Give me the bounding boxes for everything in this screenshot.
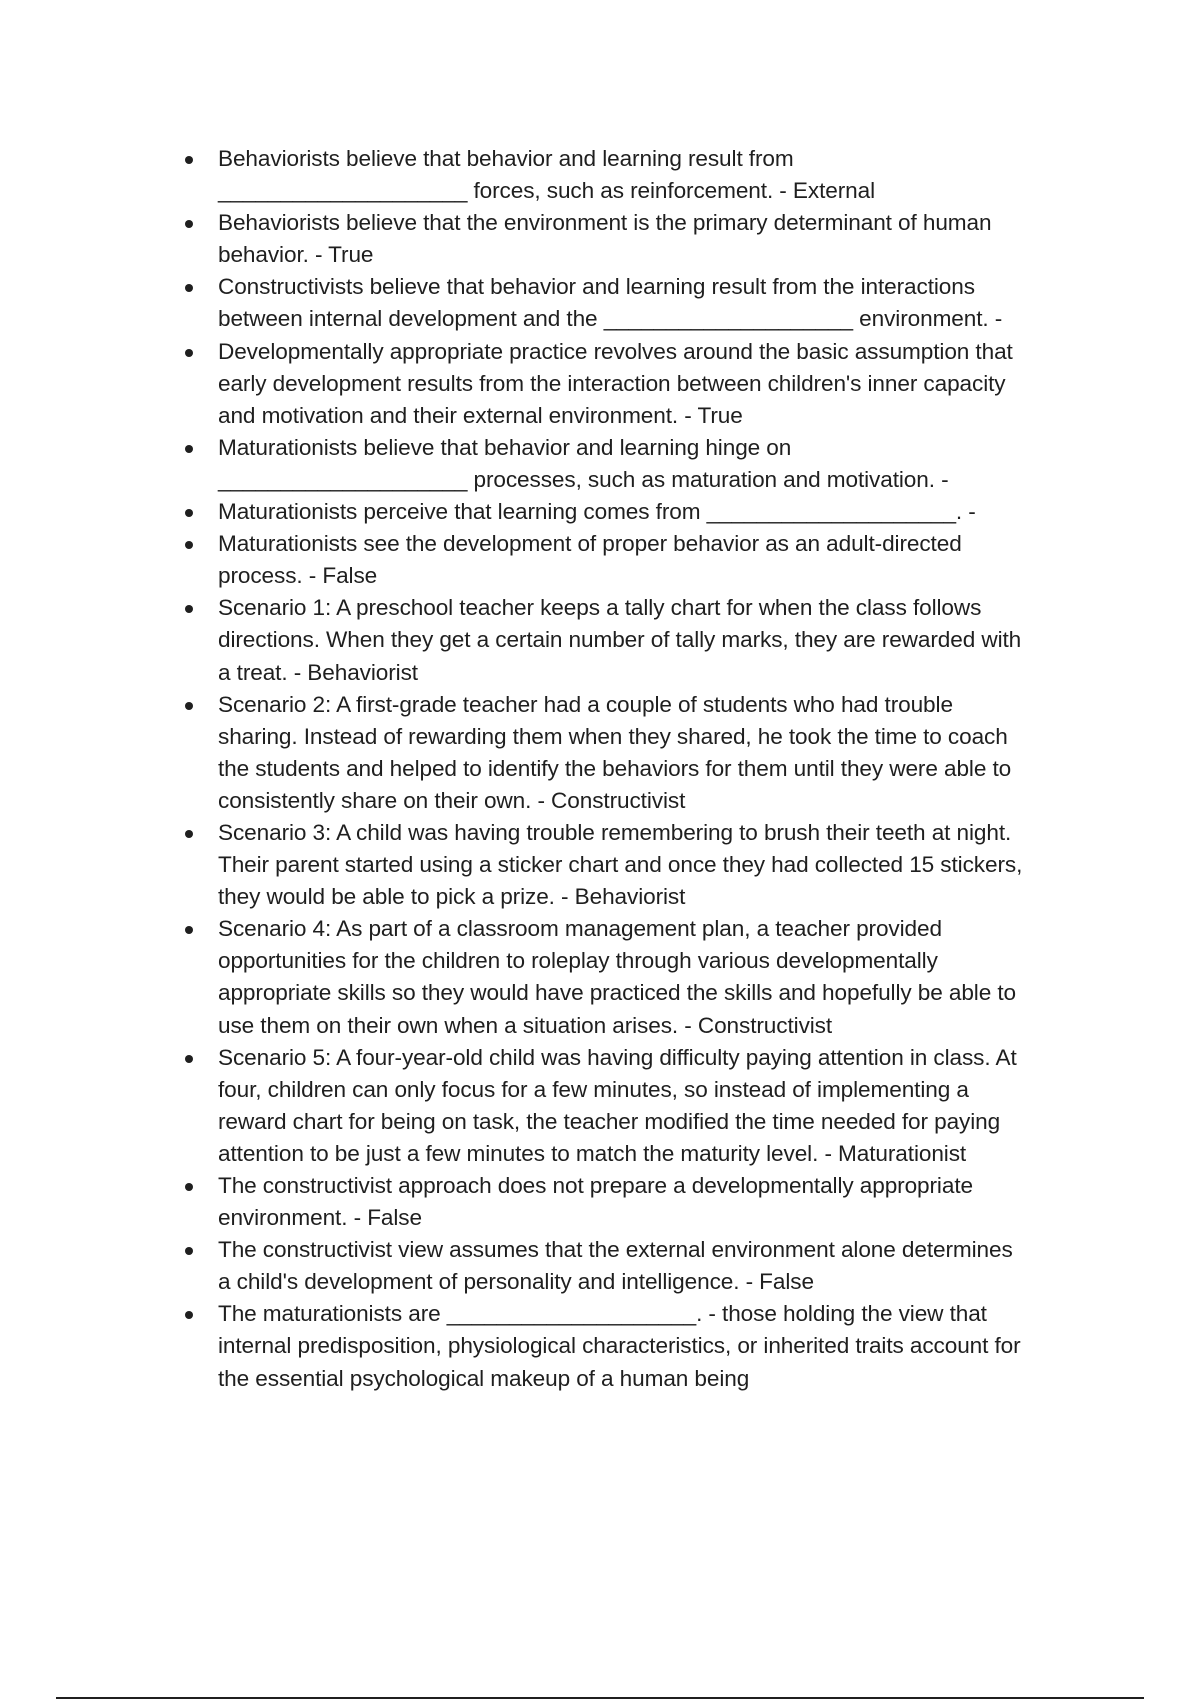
bullet-dot-icon xyxy=(185,830,193,838)
list-item-line: Developmentally appropriate practice revolves around the basic assumption that xyxy=(218,338,1013,364)
list-item-line: Scenario 2: A first-grade teacher had a couple of students who had trouble xyxy=(218,691,953,717)
list-item xyxy=(182,817,1102,913)
list-item-line: Their parent started using a sticker chart and once they had collected 15 stickers, xyxy=(218,852,1023,878)
list-item xyxy=(182,432,1102,496)
bullet-dot-icon xyxy=(185,541,193,549)
list-item-line: and motivation and their external environment. - True xyxy=(218,402,743,428)
list-item-line: attention to be just a few minutes to match the maturity level. - Maturationist xyxy=(218,1140,967,1166)
list-item-line: Scenario 5: A four-year-old child was having difficulty paying attention in class. At xyxy=(218,1044,1017,1070)
list-item-line: reward chart for being on task, the teacher modified the time needed for paying xyxy=(218,1108,1001,1134)
list-item-line: Maturationists see the development of proper behavior as an adult-directed xyxy=(218,531,962,557)
list-item xyxy=(182,592,1102,688)
list-item-line: Constructivists believe that behavior and learning result from the interactions xyxy=(218,274,975,300)
bullet-dot-icon xyxy=(185,220,193,228)
list-item-line: between internal development and the ____________________ environment. - xyxy=(218,306,1003,332)
list-item-line: process. - False xyxy=(218,563,378,589)
bullet-dot-icon xyxy=(185,1183,193,1191)
list-item-line: internal predisposition, physiological characteristics, or inherited traits account for xyxy=(218,1333,1021,1359)
list-item-line: early development results from the interaction between children's inner capacity xyxy=(218,370,1006,396)
list-item-line: consistently share on their own. - Constructivist xyxy=(218,787,686,813)
bullet-dot-icon xyxy=(185,1311,193,1319)
list-item xyxy=(182,496,1102,528)
bullet-dot-icon xyxy=(185,284,193,292)
list-item xyxy=(182,143,1102,207)
list-item-line: appropriate skills so they would have practiced the skills and hopefully be able to xyxy=(218,980,1017,1006)
bullet-dot-icon xyxy=(185,445,193,453)
list-item-line: sharing. Instead of rewarding them when they shared, he took the time to coach xyxy=(218,723,1008,749)
list-item-line: Scenario 1: A preschool teacher keeps a tally chart for when the class follows xyxy=(218,595,982,621)
bullet-list xyxy=(182,143,1102,1395)
list-item-line: four, children can only focus for a few minutes, so instead of implementing a xyxy=(218,1076,969,1102)
bullet-dot-icon xyxy=(185,702,193,710)
list-item-line: Scenario 4: As part of a classroom management plan, a teacher provided xyxy=(218,916,942,942)
list-item xyxy=(182,1298,1102,1394)
list-item-line: ____________________ processes, such as maturation and motivation. - xyxy=(218,466,949,492)
list-item xyxy=(182,1234,1102,1298)
list-item xyxy=(182,1042,1102,1170)
list-item xyxy=(182,689,1102,817)
list-item-line: directions. When they get a certain number of tally marks, they are rewarded with xyxy=(218,627,1022,653)
list-item-line: Behaviorists believe that the environment is the primary determinant of human xyxy=(218,210,992,236)
list-item-line: the essential psychological makeup of a human being xyxy=(218,1365,750,1391)
bullet-dot-icon xyxy=(185,156,193,164)
list-item-line: they would be able to pick a prize. - Behaviorist xyxy=(218,884,686,910)
bullet-dot-icon xyxy=(185,1247,193,1255)
bullet-dot-icon xyxy=(185,1055,193,1063)
list-item-line: Scenario 3: A child was having trouble remembering to brush their teeth at night. xyxy=(218,819,1012,845)
list-item-line: environment. - False xyxy=(218,1205,422,1231)
list-item-line: a child's development of personality and intelligence. - False xyxy=(218,1269,814,1295)
list-item-line: Maturationists believe that behavior and learning hinge on xyxy=(218,434,792,460)
bullet-dot-icon xyxy=(185,605,193,613)
list-item-line: ____________________ forces, such as reinforcement. - External xyxy=(218,178,875,204)
list-item-line: use them on their own when a situation arises. - Constructivist xyxy=(218,1012,833,1038)
list-item-line: the students and helped to identify the behaviors for them until they were able to xyxy=(218,755,1012,781)
footer-rule xyxy=(56,1697,1144,1699)
list-item-line: opportunities for the children to roleplay through various developmentally xyxy=(218,948,938,974)
list-item-line: The maturationists are ____________________. - those holding the view that xyxy=(218,1301,987,1327)
list-item-line: behavior. - True xyxy=(218,242,374,268)
list-item-line: The constructivist view assumes that the external environment alone determines xyxy=(218,1237,1013,1263)
list-item xyxy=(182,528,1102,592)
list-item-line: a treat. - Behaviorist xyxy=(218,659,418,685)
list-item-line: The constructivist approach does not prepare a developmentally appropriate xyxy=(218,1173,973,1198)
list-item xyxy=(182,1170,1102,1234)
list-item xyxy=(182,271,1102,335)
list-item-line: Behaviorists believe that behavior and learning result from xyxy=(218,146,794,171)
bullet-dot-icon xyxy=(185,349,193,357)
list-item-line: Maturationists perceive that learning comes from ____________________. - xyxy=(218,499,976,525)
list-item xyxy=(182,913,1102,1041)
list-item xyxy=(182,207,1102,271)
bullet-dot-icon xyxy=(185,926,193,934)
list-item xyxy=(182,336,1102,432)
bullet-dot-icon xyxy=(185,509,193,517)
